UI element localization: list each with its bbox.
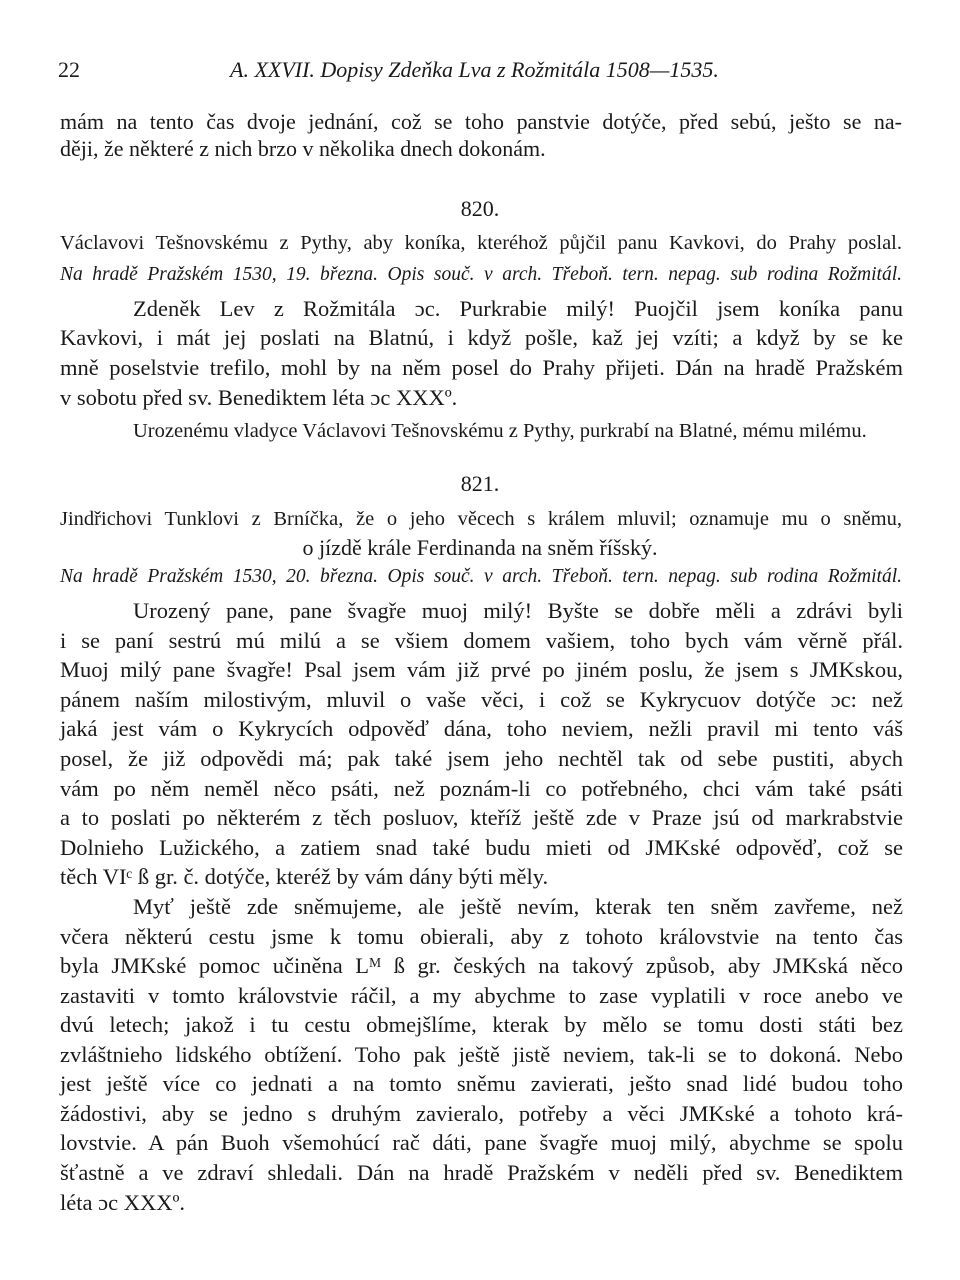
letter-line: šťastně a ve zdraví shledali. Dán na hradě Pražském v neděli před sv. Benediktem	[60, 1160, 903, 1185]
intro-line: mám na tento čas dvoje jednání, což se toho panstvie dotýče, před sebú, ješto se na-	[60, 109, 902, 134]
letter-line: včera některú cestu jsme k tomu obierali, aby z tohoto královstvie na tento čas	[60, 924, 903, 949]
letter-line: jest ještě více co jednati a na tomto sněmu zavierati, ješto snad lidé budou toho	[60, 1071, 903, 1096]
document-number: 821.	[460, 471, 500, 496]
document-regest: Jindřichovi Tunklovi z Brníčka, že o jeho věcech s králem mluvil; oznamuje mu o sněmu,	[60, 508, 902, 530]
document-source: Na hradě Pražském 1530, 19. března. Opis souč. v arch. Třeboň. tern. nepag. sub rodina Rožmitál.	[60, 264, 902, 285]
intro-line: ději, že některé z nich brzo v několika dnech dokonám.	[60, 136, 546, 161]
letter-line: zvláštnieho lidského obtížení. Toho pak ještě jistě neviem, tak-li se to dokoná. Nebo	[60, 1042, 903, 1067]
letter-line: lovstvie. A pán Buoh všemohúcí rač dáti, pane švagře muoj milý, abychme se spolu	[60, 1130, 903, 1155]
letter-line: dvú letech; jakož i tu cestu obmejšlíme, kterak by mělo se tomu dosti státi bez	[60, 1012, 903, 1037]
letter-line: léta ɔc XXXº.	[60, 1190, 186, 1215]
letter-line: těch VIᶜ ß gr. č. dotýče, kteréž by vám dány býti měly.	[60, 864, 549, 889]
letter-line: pánem naším milostivým, mluvil o vaše věci, i což se Kykrycuov dotýče ɔc: než	[60, 687, 903, 712]
letter-line: v sobotu před sv. Benediktem léta ɔc XXXº.	[60, 385, 458, 410]
letter-line: vám po něm neměl něco psáti, než poznám-li co potřebného, chci vám také psáti	[60, 776, 903, 801]
letter-line: i se paní sestrú mú milú a se všiem domem vašiem, toho bych vám věrně přál.	[60, 628, 903, 653]
letter-line: jaká jest vám o Kykrycích odpověď dána, toho neviem, nežli pravil mi tento váš	[60, 716, 903, 741]
document-regest: o jízdě krále Ferdinanda na sněm říšský.	[302, 535, 658, 560]
letter-line: Urozený pane, pane švagře muoj milý! Byšte se dobře měli a zdrávi byli	[133, 598, 903, 623]
letter-line: a to poslati po některém z těch posluov, kteříž ještě zde v Praze jsú od markrabstvie	[60, 805, 903, 830]
document-source: Na hradě Pražském 1530, 20. března. Opis souč. v arch. Třeboň. tern. nepag. sub rodina Rožmitál.	[60, 566, 902, 587]
document-regest: Václavovi Tešnovskému z Pythy, aby koníka, kteréhož půjčil panu Kavkovi, do Prahy poslal.	[60, 232, 902, 254]
letter-line: Muoj milý pane švagře! Psal jsem vám již prvé po jiném poslu, že jsem s JMKskou,	[60, 657, 903, 682]
letter-line: byla JMKské pomoc učiněna Lᴹ ß gr. českých na takový způsob, aby JMKská něco	[60, 953, 903, 978]
letter-line: Myť ještě zde sněmujeme, ale ještě nevím, kterak ten sněm zavřeme, než	[133, 894, 903, 919]
letter-line: Dolnieho Lužického, a zatiem snad také budu mieti od JMKské odpověď, což se	[60, 835, 903, 860]
letter-line: Kavkovi, i mát jej poslati na Blatnú, i když pošle, kaž jej vzíti; a když by se ke	[60, 325, 903, 350]
letter-line: Zdeněk Lev z Rožmitála ɔc. Purkrabie milý! Puojčil jsem koníka panu	[133, 296, 903, 321]
letter-address: Urozenému vladyce Václavovi Tešnovskému z Pythy, purkrabí na Blatné, mému milému.	[133, 420, 867, 442]
letter-line: posel, že již odpovědi má; pak také jsem jeho nechtěl tak od sebe pustiti, abych	[60, 746, 903, 771]
letter-line: žádostivi, aby se jedno s druhým zavieralo, potřeby a věci JMKské a tohoto krá-	[60, 1101, 903, 1126]
letter-line: zastaviti v tomto královstvie ráčil, a my abychme to zase vyplatili v roce anebo ve	[60, 983, 903, 1008]
document-number: 820.	[460, 196, 500, 221]
page-number: 22	[58, 57, 80, 82]
running-title: A. XXVII. Dopisy Zdeňka Lva z Rožmitála 1508—1535.	[230, 57, 719, 82]
letter-line: mně poselstvie trefilo, mohl by na něm posel do Prahy přijeti. Dán na hradě Pražském	[60, 355, 903, 380]
